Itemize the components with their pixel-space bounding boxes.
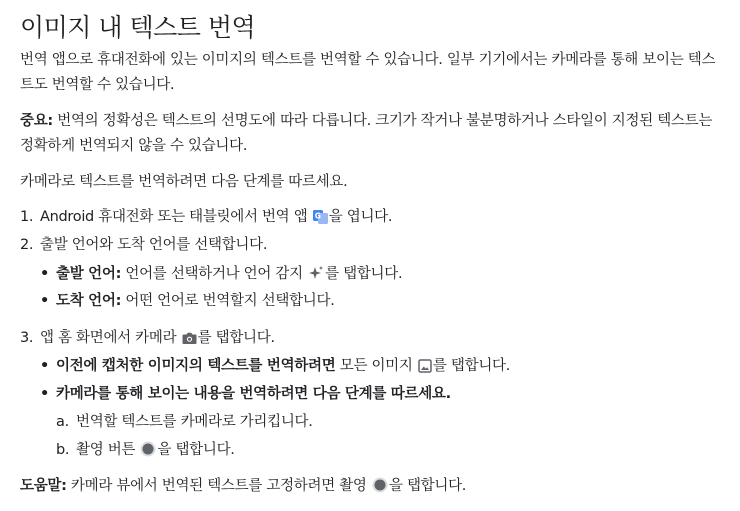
shutter-icon	[372, 477, 388, 502]
captured-image-text-after: 를 탭합니다.	[432, 358, 511, 374]
tip-label: 도움말:	[20, 478, 67, 494]
step-3-substep-a	[56, 410, 740, 435]
step-1-text-before: Android 휴대전화 또는 태블릿에서 번역 앱	[40, 209, 312, 225]
sparkle-icon	[308, 265, 324, 290]
page-title: 이미지 내 텍스트 번역	[20, 13, 256, 42]
intro-paragraph: 번역 앱으로 휴대전화에 있는 이미지의 텍스트를 번역할 수 있습니다. 일부 기기에서는 카메라를 통해 보이는 텍스트도 번역할 수 있습니다.	[20, 52, 716, 93]
step-1-number: 1.	[20, 209, 34, 225]
step-1	[20, 205, 720, 233]
tip-note	[20, 474, 720, 502]
camera-view-label: 카메라를 통해 보이는 내용을 번역하려면 다음 단계를 따르세요.	[56, 386, 451, 402]
source-language-text-before: 언어를 선택하거나 언어 감지	[121, 266, 308, 282]
substep-a-letter: a.	[56, 414, 69, 430]
step-1-text-after: 을 엽니다.	[328, 209, 393, 225]
tip-text-after: 을 탭합니다.	[388, 478, 467, 494]
step-3	[20, 326, 720, 354]
step-2-bullet-source	[40, 262, 740, 290]
bullet-dot: •	[40, 293, 49, 309]
shutter-icon	[140, 441, 156, 466]
step-3-text-before: 앱 홈 화면에서 카메라	[40, 330, 181, 346]
step-3-substep-b	[56, 438, 740, 466]
substep-b-letter: b.	[56, 442, 70, 458]
steps-intro: 카메라로 텍스트를 번역하려면 다음 단계를 따르세요.	[20, 174, 348, 190]
step-2	[20, 233, 720, 258]
google-translate-icon	[313, 208, 328, 233]
step-3-number: 3.	[20, 330, 34, 346]
substep-a-text: 번역할 텍스트를 카메라로 가리킵니다.	[76, 414, 313, 430]
step-3-bullet-camera	[40, 382, 740, 407]
substep-b-text-after: 을 탭합니다.	[157, 442, 235, 458]
captured-image-text-before: 모든 이미지	[335, 358, 417, 374]
captured-image-label: 이전에 캡처한 이미지의 텍스트를 번역하려면	[56, 358, 336, 374]
svg-text:G: G	[314, 211, 321, 221]
source-language-label: 출발 언어:	[56, 266, 122, 282]
target-language-label: 도착 언어:	[56, 293, 122, 309]
step-2-number: 2.	[20, 237, 34, 253]
source-language-text-after: 를 탭합니다.	[325, 266, 403, 282]
camera-icon	[182, 329, 197, 354]
tip-text-before: 카메라 뷰에서 번역된 텍스트를 고정하려면 촬영	[66, 478, 371, 494]
image-icon	[418, 357, 432, 382]
bullet-dot: •	[40, 266, 49, 282]
step-2-bullet-target	[40, 289, 740, 314]
important-text: 번역의 정확성은 텍스트의 선명도에 따라 다릅니다. 크기가 작거나 불분명하거나 스타일이 지정된 텍스트는 정확하게 번역되지 않을 수 있습니다.	[20, 113, 713, 154]
step-2-text: 출발 언어와 도착 언어를 선택합니다.	[40, 237, 268, 253]
step-3-text-after: 를 탭합니다.	[197, 330, 275, 346]
substep-b-text-before: 촬영 버튼	[76, 442, 140, 458]
bullet-dot: •	[40, 358, 49, 374]
step-3-bullet-captured	[40, 354, 740, 382]
important-label: 중요:	[20, 113, 53, 129]
target-language-text: 어떤 언어로 번역할지 선택합니다.	[121, 293, 335, 309]
bullet-dot: •	[40, 386, 49, 402]
important-note	[20, 109, 720, 159]
